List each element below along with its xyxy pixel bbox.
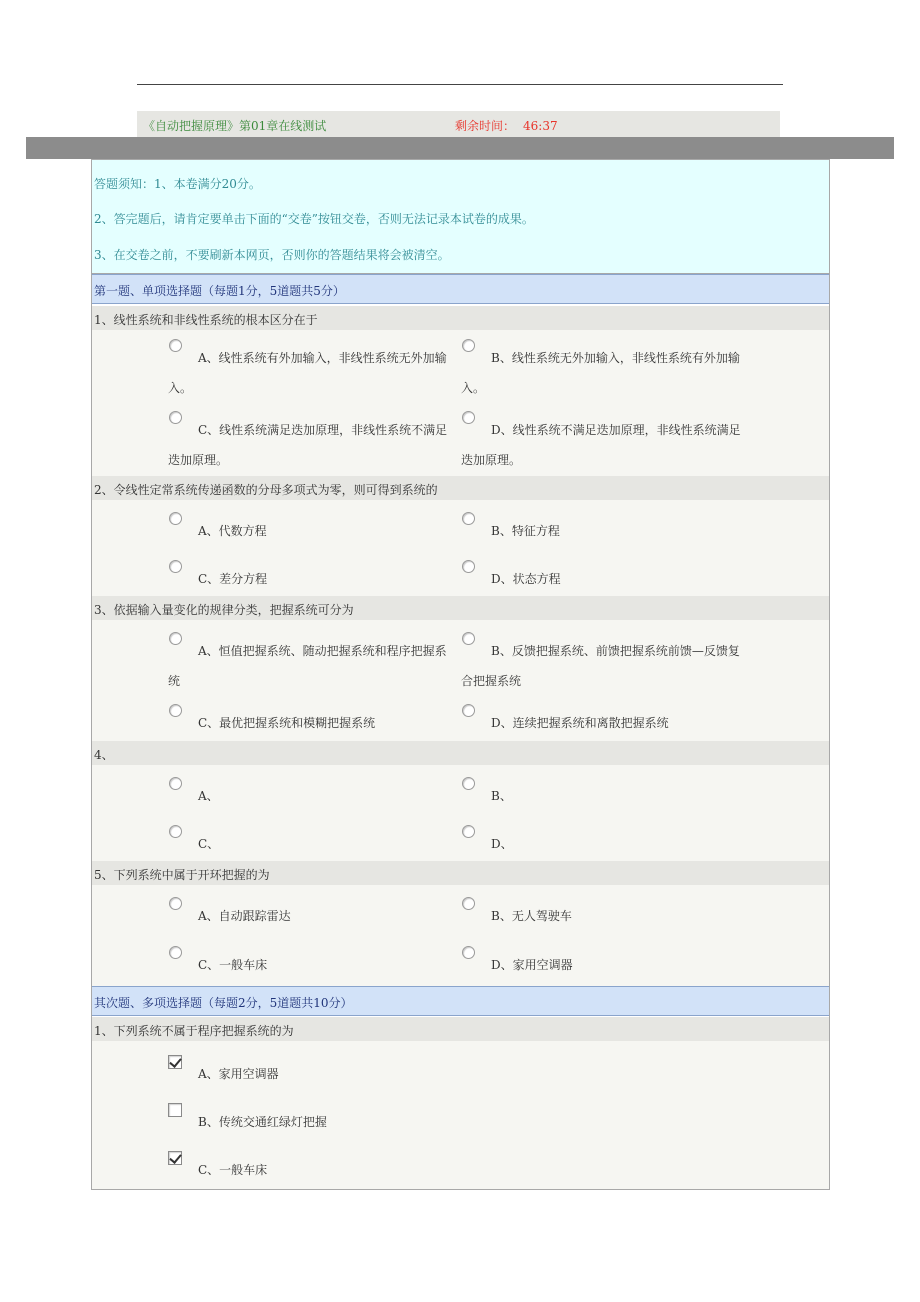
option-label: B、线性系统无外加输入，非线性系统有外加输入。 (461, 351, 740, 395)
option-c[interactable] (168, 1155, 458, 1185)
option-label: A、自动跟踪雷达 (198, 909, 291, 923)
question-text: 1、线性系统和非线性系统的根本区分在于 (94, 313, 318, 327)
question-text: 1、下列系统不属于程序把握系统的为 (94, 1024, 294, 1038)
instruction-line: 2、答完题后，请肯定要单击下面的“交卷”按钮交卷，否则无法记录本试卷的成果。 (94, 212, 534, 226)
radio-button[interactable] (169, 339, 182, 352)
radio-button[interactable] (462, 512, 475, 525)
option-a[interactable] (168, 901, 458, 931)
exam-panel (91, 159, 830, 1190)
radio-button[interactable] (462, 411, 475, 424)
checkbox-unchecked[interactable] (168, 1103, 182, 1117)
option-a[interactable] (168, 516, 458, 546)
instructions-box (92, 160, 829, 274)
option-a[interactable] (168, 1059, 458, 1089)
question-text: 2、令线性定常系统传递函数的分母多项式为零，则可得到系统的 (94, 483, 438, 497)
question-title (92, 476, 829, 500)
option-a[interactable] (168, 636, 458, 696)
option-label: C、一般车床 (198, 958, 268, 972)
radio-button[interactable] (169, 411, 182, 424)
option-label: B、反馈把握系统、前馈把握系统前馈—反馈复合把握系统 (461, 644, 740, 688)
question-options (92, 885, 829, 986)
option-label: D、线性系统不满足迭加原理，非线性系统满足迭加原理。 (461, 423, 741, 467)
question-title (92, 306, 829, 330)
radio-button[interactable] (462, 897, 475, 910)
option-d[interactable] (461, 950, 751, 980)
radio-button[interactable] (169, 632, 182, 645)
option-b[interactable] (168, 1107, 458, 1137)
radio-button[interactable] (169, 946, 182, 959)
option-d[interactable] (461, 564, 751, 594)
option-a[interactable] (168, 781, 458, 811)
option-label: A、家用空调器 (198, 1067, 279, 1081)
option-label: D、状态方程 (491, 572, 561, 586)
radio-button[interactable] (169, 512, 182, 525)
top-divider (137, 84, 783, 85)
option-c[interactable] (168, 564, 458, 594)
option-label: C、差分方程 (198, 572, 268, 586)
section-title: 第一题、单项选择题（每题1分，5道题共5分） (94, 284, 345, 298)
question-title (92, 596, 829, 620)
instruction-line: 答题须知：1、本卷满分20分。 (94, 177, 261, 191)
radio-button[interactable] (462, 560, 475, 573)
section-title: 其次题、多项选择题（每题2分，5道题共10分） (94, 996, 353, 1010)
option-label: B、 (491, 789, 512, 803)
option-b[interactable] (461, 343, 751, 403)
option-a[interactable] (168, 343, 458, 403)
option-d[interactable] (461, 708, 751, 738)
option-label: C、 (198, 837, 220, 851)
section-header-multiple-choice (92, 986, 829, 1016)
option-c[interactable] (168, 415, 458, 475)
option-b[interactable] (461, 516, 751, 546)
option-label: C、最优把握系统和模糊把握系统 (198, 716, 376, 730)
question-title (92, 741, 829, 765)
option-label: A、代数方程 (198, 524, 267, 538)
timer-value: 46:37 (523, 119, 558, 133)
radio-button[interactable] (462, 632, 475, 645)
option-d[interactable] (461, 829, 751, 859)
radio-button[interactable] (169, 777, 182, 790)
question-options (92, 1041, 829, 1189)
radio-button[interactable] (169, 897, 182, 910)
option-c[interactable] (168, 950, 458, 980)
exam-title: 《自动把握原理》第01章在线测试 (143, 119, 327, 133)
option-label: B、特征方程 (491, 524, 560, 538)
option-label: B、传统交通红绿灯把握 (198, 1115, 327, 1129)
radio-button[interactable] (462, 704, 475, 717)
question-options (92, 765, 829, 861)
radio-button[interactable] (169, 560, 182, 573)
option-label: A、线性系统有外加输入，非线性系统无外加输入。 (168, 351, 447, 395)
option-label: B、无人驾驶车 (491, 909, 572, 923)
option-c[interactable] (168, 829, 458, 859)
checkbox-checked[interactable] (168, 1055, 182, 1069)
question-options (92, 500, 829, 596)
radio-button[interactable] (462, 825, 475, 838)
question-text: 5、下列系统中属于开环把握的为 (94, 868, 270, 882)
question-text: 3、依据输入量变化的规律分类，把握系统可分为 (94, 603, 354, 617)
option-label: D、 (491, 837, 513, 851)
question-options (92, 330, 829, 476)
radio-button[interactable] (462, 946, 475, 959)
question-options (92, 620, 829, 741)
toolbar-band (26, 137, 894, 159)
option-b[interactable] (461, 636, 751, 696)
option-label: D、家用空调器 (491, 958, 573, 972)
option-label: A、 (198, 789, 219, 803)
option-label: C、线性系统满足迭加原理，非线性系统不满足迭加原理。 (168, 423, 448, 467)
question-title (92, 861, 829, 885)
exam-title-bar (137, 111, 780, 137)
radio-button[interactable] (169, 704, 182, 717)
instruction-line: 3、在交卷之前，不要刷新本网页，否则你的答题结果将会被清空。 (94, 248, 450, 262)
checkbox-checked[interactable] (168, 1151, 182, 1165)
option-b[interactable] (461, 781, 751, 811)
radio-button[interactable] (462, 339, 475, 352)
question-text: 4、 (94, 748, 114, 762)
option-c[interactable] (168, 708, 458, 738)
question-title (92, 1017, 829, 1041)
timer-label: 剩余时间： (455, 119, 516, 133)
radio-button[interactable] (169, 825, 182, 838)
option-label: D、连续把握系统和离散把握系统 (491, 716, 669, 730)
option-b[interactable] (461, 901, 751, 931)
section-header-single-choice (92, 274, 829, 304)
option-label: A、恒值把握系统、随动把握系统和程序把握系统 (168, 644, 447, 688)
radio-button[interactable] (462, 777, 475, 790)
option-d[interactable] (461, 415, 751, 475)
option-label: C、一般车床 (198, 1163, 268, 1177)
